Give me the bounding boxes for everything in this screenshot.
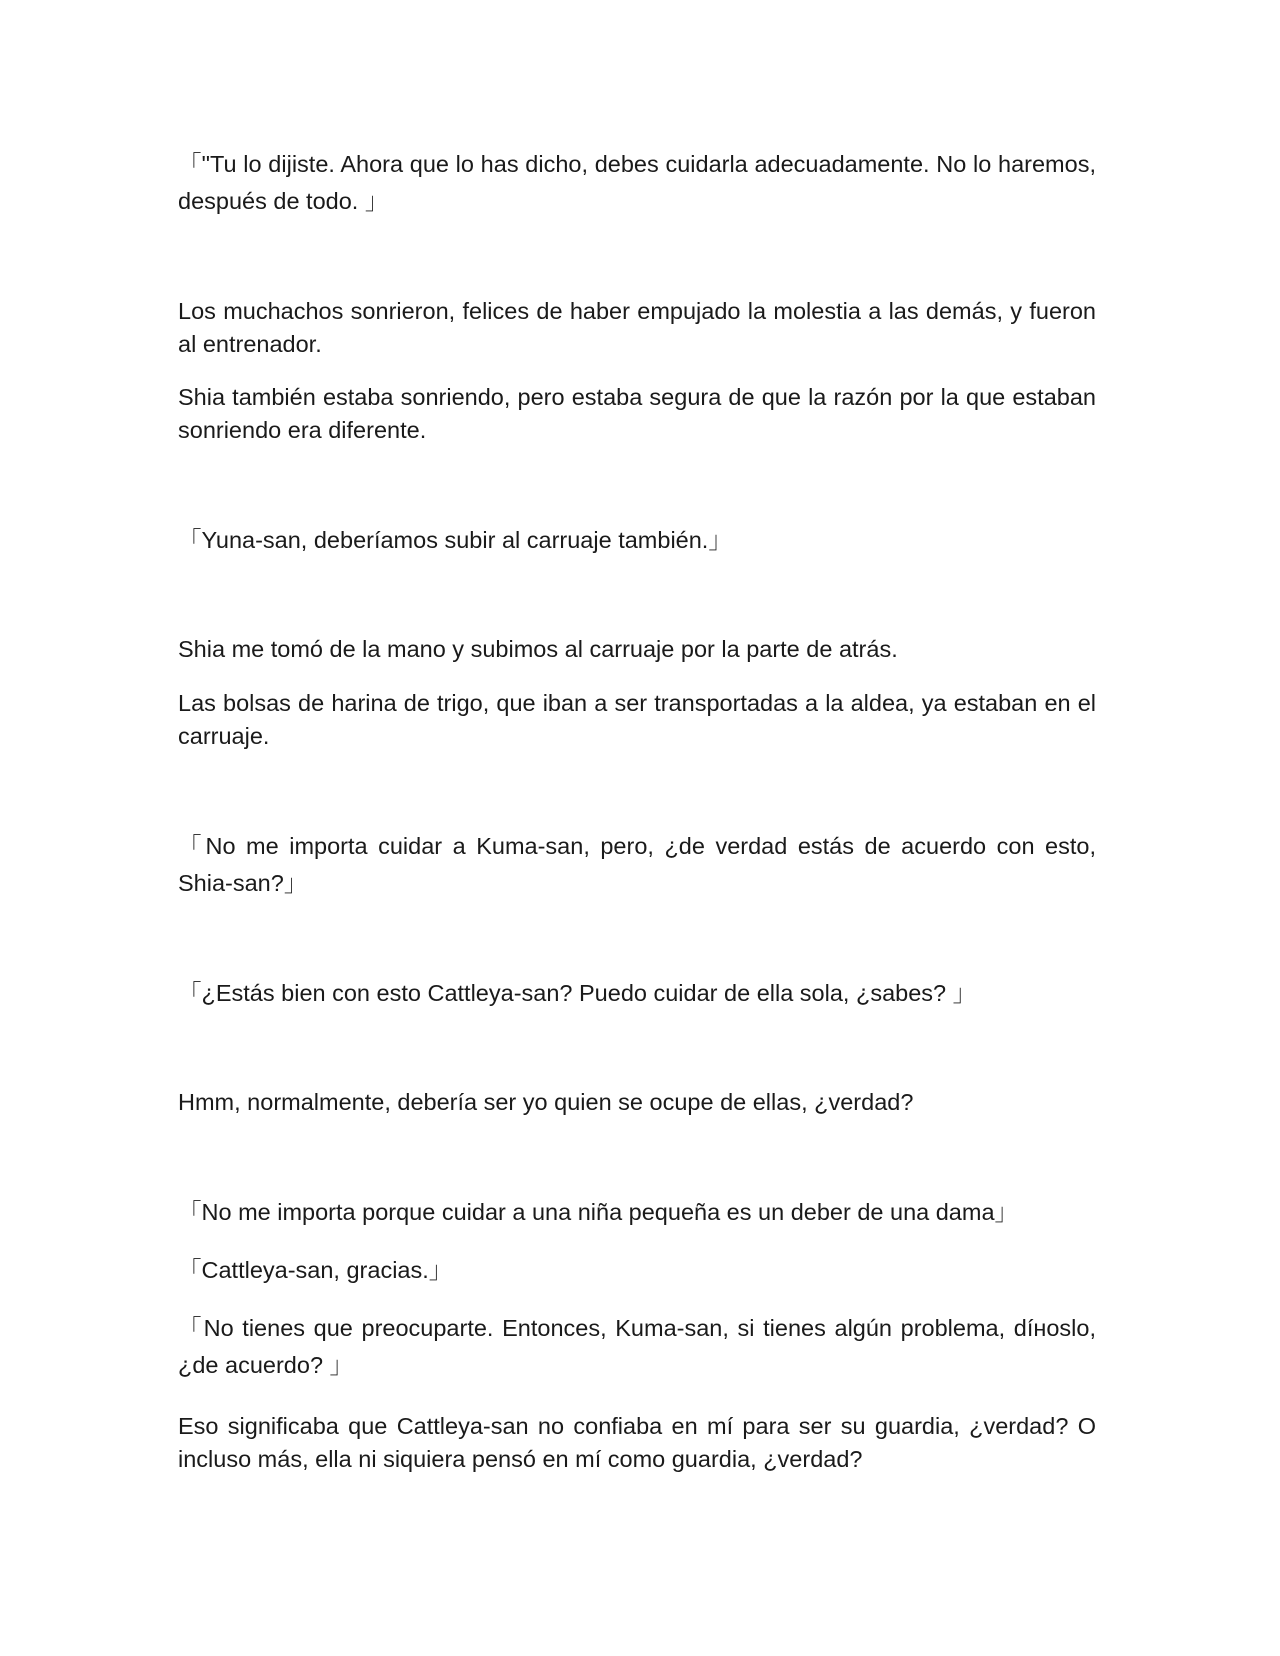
paragraph-8: 「¿Estás bien con esto Cattleya-san? Puedo cuidar de ella sola, ¿sabes? 」 [178, 980, 977, 1006]
paragraph-3: Shia también estaba sonriendo, pero estaba segura de que la razón por la que estaban sonriendo era diferente. [178, 384, 1096, 443]
paragraph-7: 「No me importa cuidar a Kuma-san, pero, ¿de verdad estás de acuerdo con esto, Shia-san?」 [178, 833, 1096, 896]
paragraph-2: Los muchachos sonrieron, felices de haber empujado la molestia a las demás, y fueron al entrenador. [178, 298, 1096, 357]
paragraph-5: Shia me tomó de la mano y subimos al carruaje por la parte de atrás. [178, 636, 898, 662]
paragraph-11: 「Cattleya-san, gracias.」 [178, 1257, 453, 1283]
paragraph-6: Las bolsas de harina de trigo, que iban a ser transportadas a la aldea, ya estaban en el carruaje. [178, 690, 1096, 749]
paragraph-1: 「"Tu lo dijiste. Ahora que lo has dicho, debes cuidarla adecuadamente. No lo haremos, después de todo. 」 [178, 151, 1096, 214]
paragraph-13: Eso significaba que Cattleya-san no confiaba en mí para ser su guardia, ¿verdad? O incluso más, ella ni siquiera pensó en mí como guardia, ¿verdad? [178, 1413, 1096, 1472]
paragraph-12: 「No tienes que preocuparte. Entonces, Kuma-san, si tienes algún problema, díноslo, ¿de acuerdo? 」 [178, 1315, 1096, 1378]
paragraph-10: 「No me importa porque cuidar a una niña pequeña es un deber de una dama」 [178, 1199, 1019, 1225]
paragraph-4: 「Yuna-san, deberíamos subir al carruaje también.」 [178, 527, 732, 553]
paragraph-9: Hmm, normalmente, debería ser yo quien se ocupe de ellas, ¿verdad? [178, 1089, 914, 1115]
